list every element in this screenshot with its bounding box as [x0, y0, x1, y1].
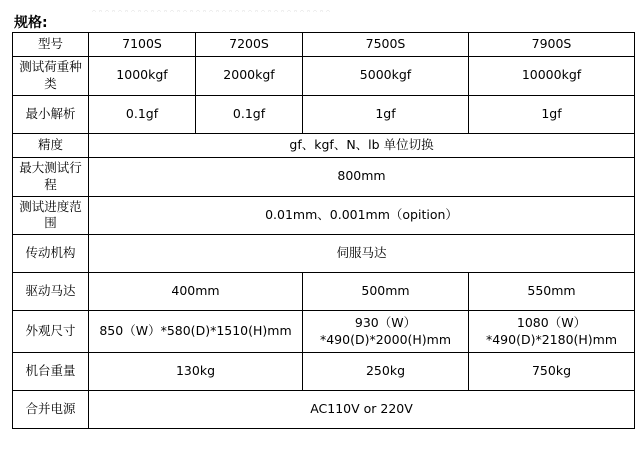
cell-value: 2000kgf	[196, 57, 303, 96]
cell-value: 伺服马达	[89, 235, 635, 273]
cell-value: 7500S	[303, 33, 469, 57]
cell-value: 130kg	[89, 353, 303, 391]
cell-value: gf、kgf、N、lb 单位切换	[89, 133, 635, 157]
table-row	[13, 311, 635, 353]
row-label: 型号	[13, 33, 89, 57]
page-title: 规格:	[14, 15, 48, 31]
cell-value: 850（W）*580(D)*1510(H)mm	[89, 311, 303, 353]
table-row	[13, 157, 635, 196]
row-label: 最小解析	[13, 95, 89, 133]
table-row	[13, 57, 635, 96]
row-label: 机台重量	[13, 353, 89, 391]
row-label: 传动机构	[13, 235, 89, 273]
cell-value: 1gf	[303, 95, 469, 133]
faint-header-text: 。。。。。。。。。。。。。。。。。。。。。。。。。。。。。。。。。。。。。	[92, 3, 338, 12]
row-label: 驱动马达	[13, 273, 89, 311]
table-row	[13, 235, 635, 273]
cell-value: 500mm	[303, 273, 469, 311]
cell-value: 750kg	[469, 353, 635, 391]
cell-value: 550mm	[469, 273, 635, 311]
cell-value: 1000kgf	[89, 57, 196, 96]
cell-value: 0.01mm、0.001mm（opition）	[89, 196, 635, 235]
cell-value: 800mm	[89, 157, 635, 196]
cell-value: 7900S	[469, 33, 635, 57]
table-row	[13, 33, 635, 57]
cell-value: 1080（W）*490(D)*2180(H)mm	[469, 311, 635, 353]
cell-value: 7200S	[196, 33, 303, 57]
row-label: 合并电源	[13, 391, 89, 429]
row-label: 测试进度范围	[13, 196, 89, 235]
cell-value: 1gf	[469, 95, 635, 133]
table-row	[13, 95, 635, 133]
row-label: 最大测试行程	[13, 157, 89, 196]
cell-value: 0.1gf	[89, 95, 196, 133]
table-row	[13, 353, 635, 391]
cell-value: 5000kgf	[303, 57, 469, 96]
specification-table	[12, 32, 635, 429]
cell-value: 7100S	[89, 33, 196, 57]
cell-value: 10000kgf	[469, 57, 635, 96]
row-label: 测试荷重种类	[13, 57, 89, 96]
table-row	[13, 196, 635, 235]
row-label: 精度	[13, 133, 89, 157]
table-row	[13, 133, 635, 157]
cell-value: 0.1gf	[196, 95, 303, 133]
table-row	[13, 273, 635, 311]
cell-value: 250kg	[303, 353, 469, 391]
cell-value: 930（W）*490(D)*2000(H)mm	[303, 311, 469, 353]
table-row	[13, 391, 635, 429]
cell-value: AC110V or 220V	[89, 391, 635, 429]
cell-value: 400mm	[89, 273, 303, 311]
row-label: 外观尺寸	[13, 311, 89, 353]
